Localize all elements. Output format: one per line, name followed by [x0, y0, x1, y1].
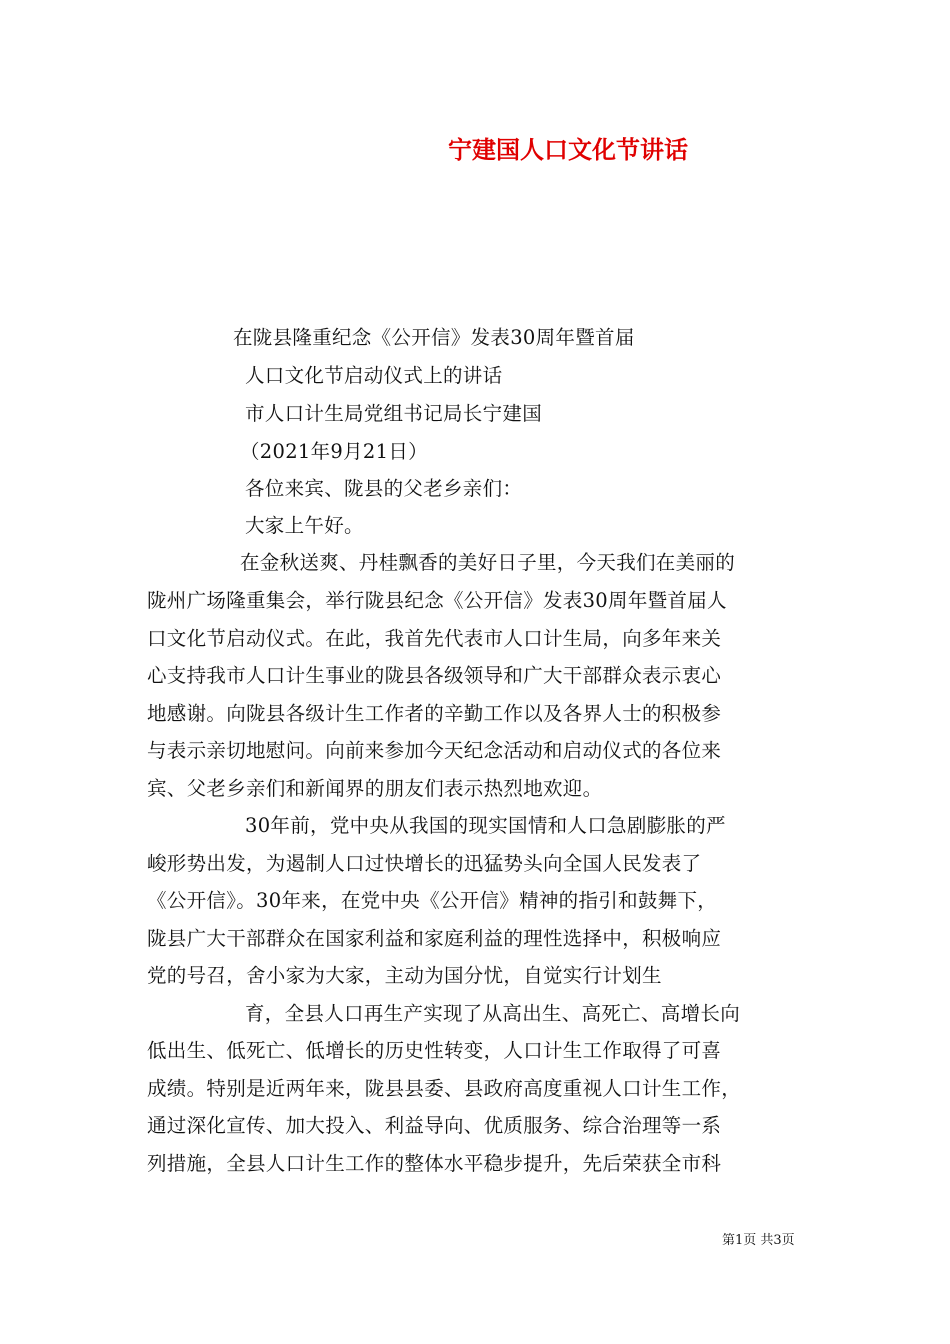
body-line: 《公开信》。30年来，在党中央《公开信》精神的指引和鼓舞下，	[147, 889, 718, 912]
body-line: 宾、父老乡亲们和新闻界的朋友们表示热烈地欢迎。	[147, 777, 603, 800]
greeting-line: 大家上午好。	[245, 514, 364, 537]
header-line-event: 在陇县隆重纪念《公开信》发表30周年暨首届	[233, 326, 635, 349]
body-line: 口文化节启动仪式。在此，我首先代表市人口计生局，向多年来关	[147, 627, 722, 650]
body-line: 与表示亲切地慰问。向前来参加今天纪念活动和启动仪式的各位来	[147, 739, 722, 762]
body-line: 列措施，全县人口计生工作的整体水平稳步提升，先后荣获全市科	[147, 1152, 722, 1175]
body-line: 育，全县人口再生产实现了从高出生、高死亡、高增长向	[245, 1002, 741, 1025]
body-line: 通过深化宣传、加大投入、利益导向、优质服务、综合治理等一系	[147, 1114, 722, 1137]
header-line-speaker: 市人口计生局党组书记局长宁建国	[245, 402, 543, 425]
body-line: 低出生、低死亡、低增长的历史性转变，人口计生工作取得了可喜	[147, 1039, 722, 1062]
body-line: 党的号召，舍小家为大家，主动为国分忧，自觉实行计划生	[147, 964, 662, 987]
body-line: 成绩。特别是近两年来，陇县县委、县政府高度重视人口计生工作，	[147, 1077, 742, 1100]
body-line: 30年前，党中央从我国的现实国情和人口急剧膨胀的严	[245, 814, 726, 837]
salutation-line: 各位来宾、陇县的父老乡亲们：	[245, 477, 523, 500]
body-line: 地感谢。向陇县各级计生工作者的辛勤工作以及各界人士的积极参	[147, 702, 722, 725]
body-line: 陇县广大干部群众在国家利益和家庭利益的理性选择中，积极响应	[147, 927, 722, 950]
body-line: 心支持我市人口计生事业的陇县各级领导和广大干部群众表示衷心	[147, 664, 722, 687]
header-line-speech: 人口文化节启动仪式上的讲话	[245, 364, 503, 387]
body-line: 陇州广场隆重集会，举行陇县纪念《公开信》发表30周年暨首届人	[147, 589, 727, 612]
header-line-date: （2021年9月21日）	[240, 440, 428, 463]
body-line: 在金秋送爽、丹桂飘香的美好日子里，今天我们在美丽的	[240, 551, 736, 574]
page-number-footer: 第1页 共3页	[722, 1233, 795, 1248]
document-title: 宁建国人口文化节讲话	[448, 135, 688, 164]
body-line: 峻形势出发，为遏制人口过快增长的迅猛势头向全国人民发表了	[147, 852, 702, 875]
